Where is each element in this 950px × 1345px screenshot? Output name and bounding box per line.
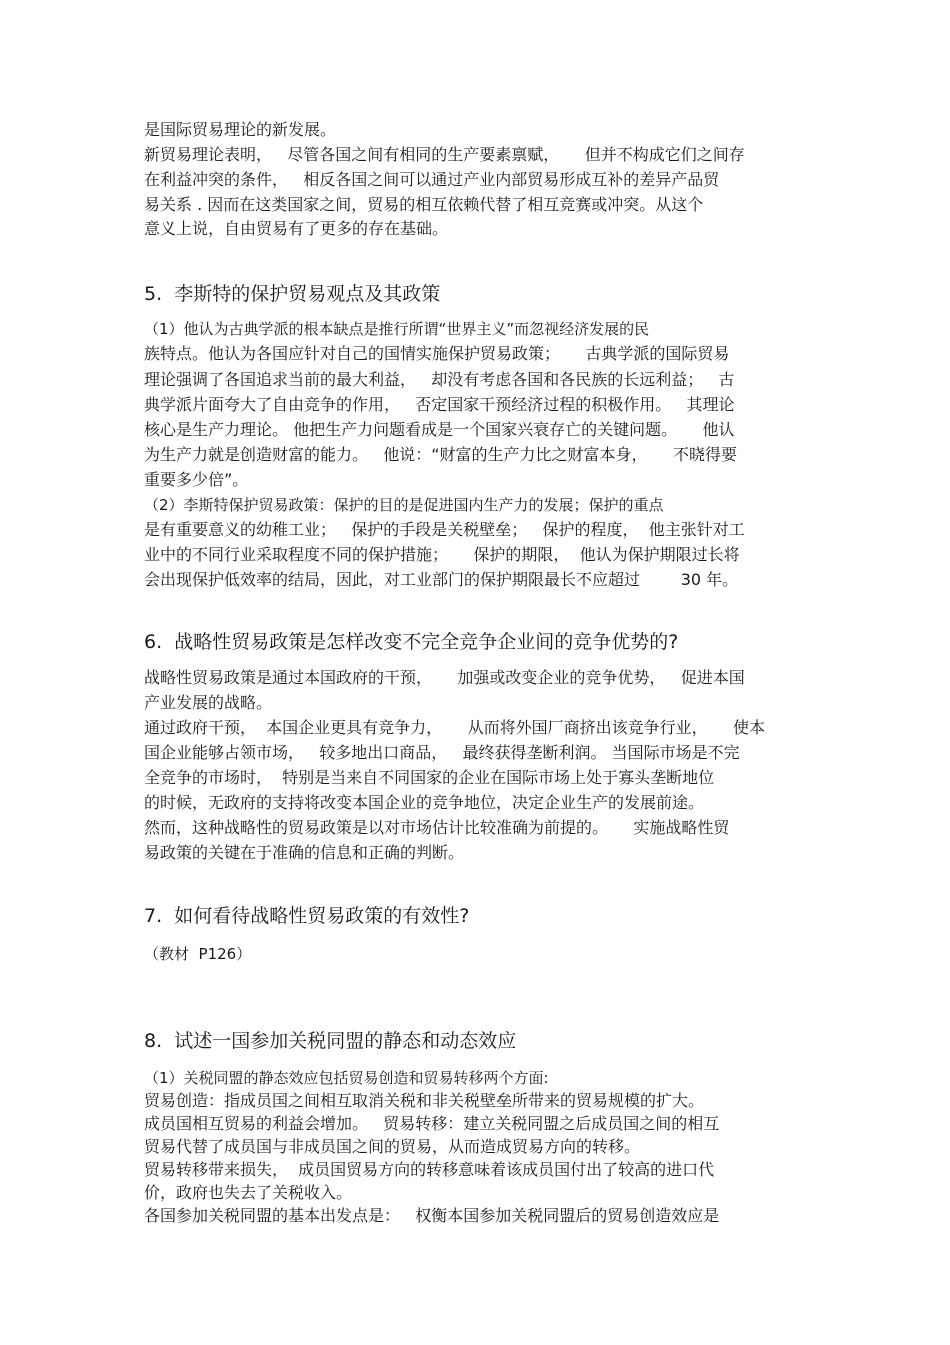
s8-line-4: 贸易代替了成员国与非成员国之间的贸易，从而造成贸易方向的转移。	[144, 1137, 641, 1156]
s5-line-9: 是有重要意义的幼稚工业； 保护的手段是关税壁垒； 保护的程度， 他主张针对工	[144, 520, 745, 539]
s8-line-7: 各国参加关税同盟的基本出发点是： 权衡本国参加关税同盟后的贸易创造效应是	[144, 1206, 720, 1225]
s5-line-4: 典学派片面夸大了自由竞争的作用， 否定国家干预经济过程的积极作用。 其理论	[144, 395, 735, 414]
s8-line-3: 成员国相互贸易的利益会增加。 贸易转移：建立关税同盟之后成员国之间的相互	[144, 1114, 720, 1133]
s5-line-6: 为生产力就是创造财富的能力。 他说：“财富的生产力比之财富本身， 不晓得要	[144, 445, 737, 464]
s5-line-2: 族特点。他认为各国应针对自己的国情实施保护贸易政策； 古典学派的国际贸易	[144, 344, 730, 363]
intro-line-5: 意义上说，自由贸易有了更多的存在基础。	[144, 219, 449, 238]
intro-line-4: 易关系 . 因而在这类国家之间，贸易的相互依赖代替了相互竞赛或冲突。从这个	[144, 195, 704, 214]
intro-line-2: 新贸易理论表明， 尽管各国之间有相同的生产要素禀赋， 但并不构成它们之间存	[144, 145, 745, 164]
intro-line-1: 是国际贸易理论的新发展。	[144, 120, 337, 139]
s7-line-1: （教材 P126）	[144, 945, 252, 963]
section-5-heading: 5. 李斯特的保护贸易观点及其政策	[144, 283, 441, 305]
section-8-heading: 8. 试述一国参加关税同盟的静态和动态效应	[144, 1030, 517, 1052]
s5-line-8: （2）李斯特保护贸易政策：保护的目的是促进国内生产力的发展；保护的重点	[144, 496, 664, 514]
section-6-heading: 6. 战略性贸易政策是怎样改变不完全竞争企业间的竞争优势的?	[144, 631, 679, 653]
intro-line-3: 在利益冲突的条件， 相反各国之间可以通过产业内部贸易形成互补的差异产品贸	[144, 170, 720, 189]
s8-line-2: 贸易创造：指成员国之间相互取消关税和非关税壁垒所带来的贸易规模的扩大。	[144, 1091, 705, 1110]
s5-line-3: 理论强调了各国追求当前的最大利益， 却没有考虑各国和各民族的长远利益； 古	[144, 370, 735, 389]
s6-line-8: 易政策的关键在于准确的信息和正确的判断。	[144, 843, 465, 862]
s6-line-7: 然而，这种战略性的贸易政策是以对市场估计比较准确为前提的。 实施战略性贸	[144, 818, 730, 837]
s8-line-1: （1）关税同盟的静态效应包括贸易创造和贸易转移两个方面:	[144, 1069, 549, 1087]
s5-line-11: 会出现保护低效率的结局，因此，对工业部门的保护期限最长不应超过 30 年。	[144, 570, 739, 589]
s6-line-5: 全竞争的市场时， 特别是当来自不同国家的企业在国际市场上处于寡头垄断地位	[144, 768, 715, 787]
s5-line-5: 核心是生产力理论。 他把生产力问题看成是一个国家兴衰存亡的关键问题。 他认	[144, 420, 735, 439]
s6-line-1: 战略性贸易政策是通过本国政府的干预， 加强或改变企业的竞争优势， 促进本国	[144, 668, 745, 687]
section-7-heading: 7. 如何看待战略性贸易政策的有效性?	[144, 905, 470, 927]
s6-line-4: 国企业能够占领市场， 较多地出口商品， 最终获得垄断利润。 当国际市场是不完	[144, 743, 740, 762]
s8-line-5: 贸易转移带来损失， 成员国贸易方向的转移意味着该成员国付出了较高的进口代	[144, 1160, 715, 1179]
s8-line-6: 价，政府也失去了关税收入。	[144, 1183, 353, 1202]
s5-line-7: 重要多少倍”。	[144, 470, 249, 489]
s6-line-2: 产业发展的战略。	[144, 693, 273, 712]
s5-line-1: （1）他认为古典学派的根本缺点是推行所谓“世界主义”而忽视经济发展的民	[144, 320, 650, 338]
s5-line-10: 业中的不同行业采取程度不同的保护措施； 保护的期限， 他认为保护期限过长将	[144, 545, 740, 564]
s6-line-3: 通过政府干预， 本国企业更具有竞争力， 从而将外国厂商挤出该竞争行业， 使本	[144, 718, 766, 737]
s6-line-6: 的时候，无政府的支持将改变本国企业的竞争地位，决定企业生产的发展前途。	[144, 793, 705, 812]
